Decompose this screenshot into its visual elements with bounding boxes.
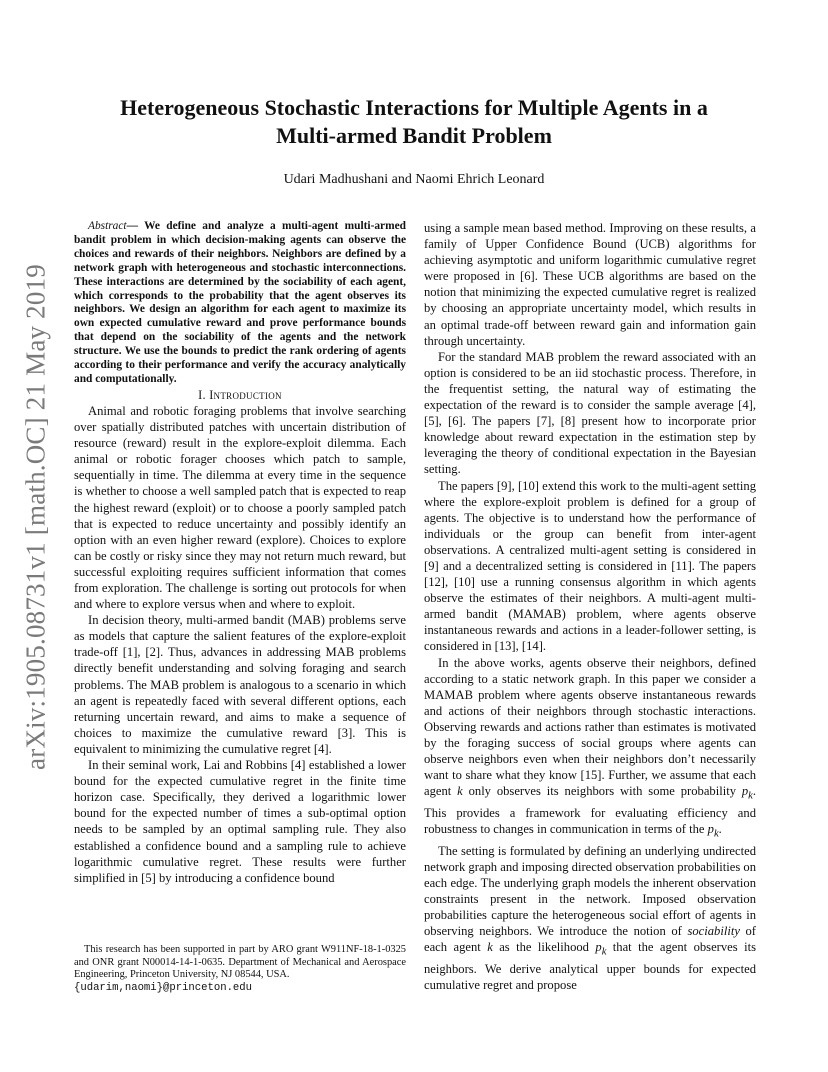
- right-paragraph-1: using a sample mean based method. Improving on these results, a family of Upper Confidence Bound (UCB) algorithms for achieving asymptotic and uniform logarithmic cumulative regret were proposed in [6]. These UCB algorithms are based on the notion that minimizing the expected cumulative regret is realized by choosing an appropriate uncertainty model, which results in an optimal trade-off between reward gain and information gain through uncertainty.: [424, 221, 756, 348]
- section-heading-introduction: I. Introduction: [198, 387, 282, 402]
- math-k: k: [457, 784, 463, 799]
- title-line-1: Heterogeneous Stochastic Interactions for Multiple Agents in a: [120, 95, 708, 120]
- abstract-lead: Abstract: [88, 220, 127, 232]
- left-column: [74, 220, 406, 886]
- right-p5-part-d: that the agent observes its neighbors. We derive analytical upper bounds for expected cumulative regret and propose: [424, 940, 756, 992]
- math-k-2: k: [487, 940, 493, 955]
- right-column: [424, 220, 756, 993]
- math-p-2: p: [707, 821, 714, 836]
- right-paragraph-4: [424, 655, 756, 843]
- right-p5-part-b: of each agent: [424, 924, 756, 955]
- paper-title: [90, 94, 738, 150]
- right-paragraph-5: [424, 843, 756, 993]
- right-p5-part-a: The setting is formulated by defining an underlying undirected network graph and imposing directed observation probabilities on each edge. The underlying graph models the inherent observation constraints present in the network. Imposed observation probabilities capture the heterogeneous social effort of agents in observing neighbors. We introduce the notion of: [424, 843, 756, 939]
- abstract-text: — We define and analyze a multi-agent multi-armed bandit problem in which decision-making agents can observe the choices and rewards of their neighbors. Neighbors are defined by a network graph with heterogeneous and stochastic interconnections. These interactions are determined by the sociability of each agent, which corresponds to the probability that the agent observes its neighbors. We design an algorithm for each agent to maximize its own expected cumulative reward and prove performance bounds that depend on the sociability of the agents and the network structure. We use the bounds to predict the rank ordering of agents according to their performance and verify the accuracy analytically and computationally.: [74, 220, 406, 385]
- intro-paragraph-3: In their seminal work, Lai and Robbins [4] established a lower bound for the expected cumulative regret in the finite time horizon case. Specifically, they derived a logarithmic lower bound for the expected number of times a sub-optimal option needs to be sampled by an optimal sampling rule. They also established a confidence bound and a sampling rule to achieve logarithmic cumulative regret. These results were further simplified in [5] by introducing a confidence bound: [74, 758, 406, 885]
- arxiv-identifier-strip: [14, 257, 58, 777]
- footnote-text: [74, 944, 406, 994]
- footnote: [74, 944, 406, 994]
- right-paragraph-2: For the standard MAB problem the reward associated with an option is considered to be an iid stochastic process. Therefore, in the frequentist setting, the natural way of estimating the expectation of the reward is to consider the sample average [4], [5], [6]. The papers [7], [8] present how to incorporate prior knowledge about reward expectation in the estimation step by leveraging the theory of conditional expectation in the Bayesian setting.: [424, 349, 756, 477]
- intro-paragraph-2: In decision theory, multi-armed bandit (MAB) problems serve as models that capture the salient features of the explore-exploit trade-off [1], [2]. Thus, advances in addressing MAB problems directly benefit understanding and solving foraging and search problems. The MAB problem is analogous to a scenario in which an agent is repeatedly faced with several different options, each returning uncertain reward, and aims to make a sequence of choices to maximize the cumulative reward [3]. This is equivalent to minimizing the cumulative regret [4].: [74, 613, 406, 756]
- sociability-term: sociability: [687, 924, 740, 939]
- math-p: p: [741, 784, 749, 799]
- intro-paragraph-1: Animal and robotic foraging problems that involve searching over spatially distributed patches with uncertain distribution of resource (reward) result in the explore-exploit dilemma. Each animal or robotic forager chooses which patch to sample, sequentially in time. The dilemma at every time in the sequence is whether to choose a well sampled patch that is expected to reap the highest reward (exploit) or to choose a poorly sampled patch that is expected to reduce uncertainty and possibly identify an option with an even higher reward (explore). Choices to explore can be costly or risky since they may not return much reward, but successful exploiting requires sufficient information that comes from exploration. The challenge is sorting out protocols for when and where to explore versus when and where to exploit.: [74, 403, 406, 612]
- right-p4-part-c: . This provides a framework for evaluating efficiency and robustness to changes in communication in terms of the: [424, 784, 756, 836]
- math-p-3: p: [595, 940, 602, 955]
- title-line-2: Multi-armed Bandit Problem: [276, 123, 552, 148]
- right-p4-part-b: only observes its neighbors with some probability: [468, 784, 736, 799]
- right-p5-part-c: as the likelihood: [499, 940, 589, 955]
- paper-authors: Udari Madhushani and Naomi Ehrich Leonard: [283, 172, 545, 187]
- footnote-funding: This research has been supported in part by ARO grant W911NF-18-1-0325 and ONR grant N00014-14-1-0635. Department of Mechanical and Aerospace Engineering, Princeton University, NJ 08544, USA.: [74, 944, 406, 981]
- math-sub-k-3: k: [601, 946, 607, 958]
- math-sub-k: k: [748, 790, 753, 802]
- right-p4-part-a: In the above works, agents observe their neighbors, defined according to a static network graph. In this paper we consider a MAMAB problem where agents observe instantaneous rewards and actions of their neighbors through stochastic interactions. Observing rewards and actions rather than estimates is motivated by the foraging success of social groups where agents can observe neighbors even when their neighbors don’t necessarily want to share what they know [15]. Further, we assume that each agent: [424, 655, 756, 799]
- abstract: [74, 220, 406, 387]
- arxiv-identifier: arXiv:1905.08731v1 [math.OC] 21 May 2019: [20, 264, 51, 770]
- right-p4-part-d: .: [718, 821, 722, 836]
- right-paragraph-3: The papers [9], [10] extend this work to the multi-agent setting where the explore-exploit problem is defined for a group of agents. The objective is to understand how the performance of individuals or the group can benefit from inter-agent observations. A centralized multi-agent setting is considered in [9] and a decentralized setting is considered in [11]. The papers [12], [10] use a running consensus algorithm in which agents observe the estimates of their neighbors. A multi-agent multi-armed bandit (MAMAB) problem, where agents observe instantaneous rewards and actions in a leader-follower setting, is considered in [13], [14].: [424, 478, 756, 654]
- footnote-email: {udarim,naomi}@princeton.edu: [74, 981, 253, 994]
- math-sub-k-2: k: [713, 828, 719, 840]
